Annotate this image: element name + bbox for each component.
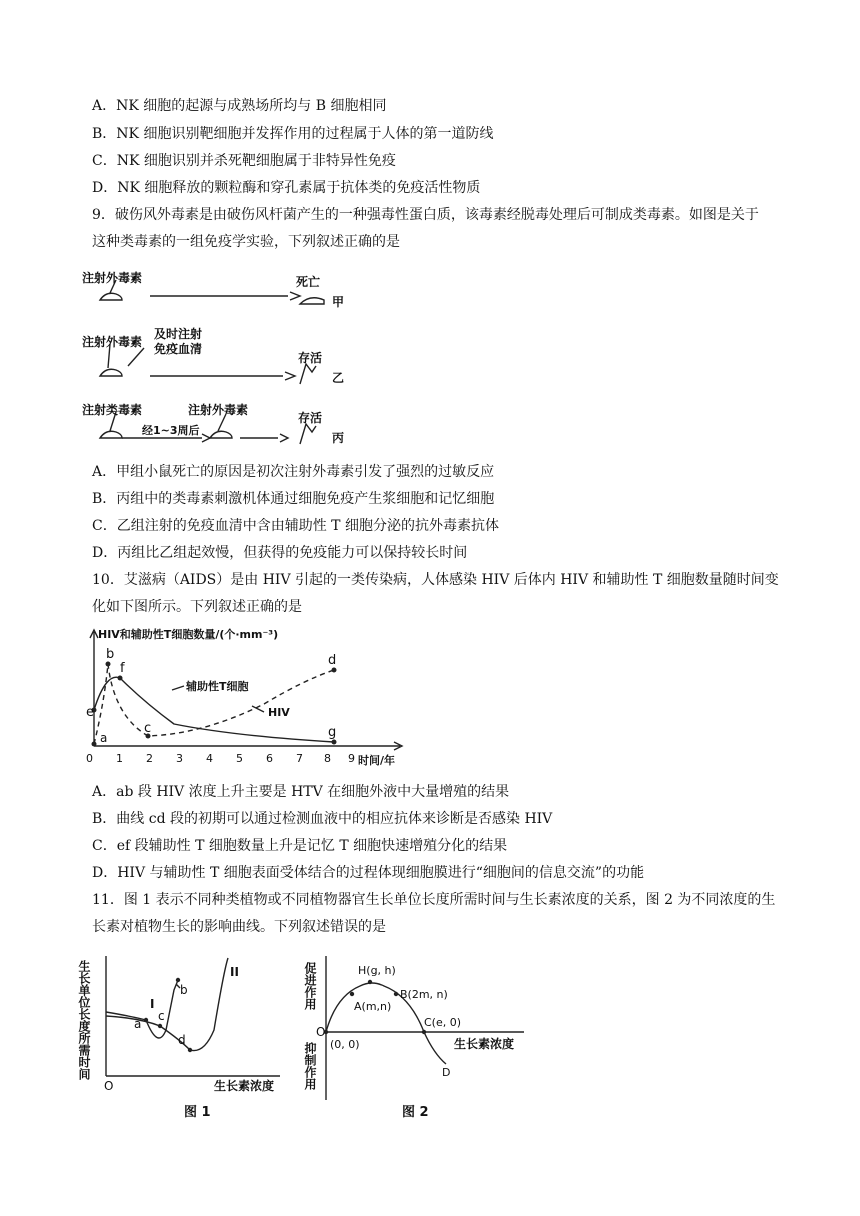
- mouse-icon: [210, 431, 232, 438]
- q10-option-b: B．曲线 cd 段的初期可以通过检测血液中的相应抗体来诊断是否感染 HIV: [92, 811, 553, 827]
- row1-result: 死亡: [296, 275, 321, 289]
- fig2-point-c: C(e, 0): [424, 1016, 462, 1029]
- row1-group: 甲: [332, 295, 345, 309]
- xtick: 5: [236, 752, 243, 765]
- fig2-y-label-bottom: 抑制作用: [303, 1042, 317, 1090]
- fig2-point-d: D: [442, 1066, 451, 1079]
- fig1-point-b: b: [180, 983, 188, 997]
- point-d: d: [328, 653, 337, 668]
- row3-label: 注射类毒素: [82, 403, 143, 417]
- q9-experiment-figure: [78, 266, 368, 452]
- q8-option-b: B．NK 细胞识别靶细胞并发挥作用的过程属于人体的第一道防线: [92, 126, 494, 142]
- fig1-point-d: d: [178, 1033, 186, 1047]
- origin-label: 0: [86, 752, 93, 765]
- q8-option-c: C．NK 细胞识别并杀死靶细胞属于非特异性免疫: [92, 153, 396, 169]
- xtick: 7: [296, 752, 303, 765]
- hiv-curve: [94, 664, 337, 744]
- mouse-icon: [100, 431, 122, 438]
- tcell-label: 辅助性T细胞: [186, 680, 249, 693]
- fig1-point-c: c: [158, 1009, 165, 1023]
- q9-option-d: D．丙组比乙组起效慢，但获得的免疫能力可以保持较长时间: [92, 545, 468, 561]
- curve-1: [106, 980, 178, 1038]
- q9-option-c: C．乙组注射的免疫血清中含由辅助性 T 细胞分泌的抗外毒素抗体: [92, 518, 499, 534]
- q11-figure-2: [300, 950, 540, 1122]
- point-c: c: [144, 721, 152, 736]
- row2-label2a: 及时注射: [154, 327, 203, 341]
- fig1-origin: O: [104, 1079, 114, 1093]
- fig1-y-label: 生长单位长度所需时间: [77, 960, 91, 1080]
- fig1-curve2-label: II: [230, 965, 239, 979]
- xtick: 9: [348, 752, 355, 765]
- mouse-icon: [100, 369, 122, 376]
- q9-stem-line2: 这种类毒素的一组免疫学实验，下列叙述正确的是: [92, 234, 400, 250]
- q11-stem-line1: 11．图 1 表示不同种类植物或不同植物器官生长单位长度所需时间与生长素浓度的关系，图 2 为不同浓度的生: [92, 892, 776, 908]
- alive-mouse-icon: [300, 424, 316, 444]
- alive-mouse-icon: [300, 364, 316, 384]
- point-a: a: [100, 731, 108, 745]
- fig2-origin: O: [316, 1025, 326, 1039]
- row3-group: 丙: [332, 431, 345, 445]
- row2-label2b: 免疫血清: [154, 342, 203, 356]
- point-b: b: [106, 647, 115, 662]
- q10-option-d: D．HIV 与辅助性 T 细胞表面受体结合的过程体现细胞膜进行“细胞间的信息交流”的功能: [92, 865, 645, 881]
- xtick: 6: [266, 752, 273, 765]
- xtick: 1: [116, 752, 123, 765]
- q11-stem-line2: 长素对植物生长的影响曲线。下列叙述错误的是: [92, 919, 386, 935]
- xtick: 4: [206, 752, 213, 765]
- fig2-x-label: 生长素浓度: [454, 1037, 515, 1051]
- fig2-origin-point: (0, 0): [330, 1038, 360, 1051]
- row2-group: 乙: [332, 371, 345, 385]
- point-e: e: [86, 705, 94, 720]
- dead-mouse-icon: [300, 298, 324, 304]
- fig1-x-label: 生长素浓度: [214, 1079, 275, 1093]
- fig2-caption: 图 2: [402, 1105, 429, 1120]
- row3-label2: 注射外毒素: [188, 403, 249, 417]
- q8-option-d: D．NK 细胞释放的颗粒酶和穿孔素属于抗体类的免疫活性物质: [92, 180, 481, 196]
- q9-option-a: A．甲组小鼠死亡的原因是初次注射外毒素引发了强烈的过敏反应: [92, 464, 495, 480]
- q9-stem-line1: 9．破伤风外毒素是由破伤风杆菌产生的一种强毒性蛋白质，该毒素经脱毒处理后可制成类毒素。如图是关于: [92, 207, 759, 223]
- xtick: 8: [324, 752, 331, 765]
- fig2-point-a: A(m,n): [354, 1000, 392, 1013]
- q11-figure-1: [77, 950, 295, 1122]
- q10-stem-line1: 10．艾滋病（AIDS）是由 HIV 引起的一类传染病，人体感染 HIV 后体内 HIV 和辅助性 T 细胞数量随时间变: [92, 572, 779, 588]
- curve-2: [106, 958, 228, 1051]
- fig1-caption: 图 1: [184, 1105, 211, 1120]
- fig1-point-a: a: [134, 1017, 142, 1031]
- row2-result: 存活: [298, 351, 323, 365]
- mouse-icon: [100, 293, 122, 300]
- fig2-y-label-top: 促进作用: [303, 962, 317, 1010]
- q8-option-a: A．NK 细胞的起源与成熟场所均与 B 细胞相同: [92, 98, 387, 114]
- fig2-point-h: H(g, h): [358, 964, 396, 977]
- fig2-point-b: B(2m, n): [400, 988, 448, 1001]
- point-g: g: [328, 725, 337, 740]
- xtick: 3: [176, 752, 183, 765]
- row3-result: 存活: [298, 411, 323, 425]
- q10-hiv-figure: [84, 624, 414, 772]
- xtick: 2: [146, 752, 153, 765]
- q10-option-a: A．ab 段 HIV 浓度上升主要是 HTV 在细胞外液中大量增殖的结果: [92, 784, 510, 800]
- q10-stem-line2: 化如下图所示。下列叙述正确的是: [92, 599, 302, 615]
- point-f: f: [120, 661, 125, 676]
- row3-interval: 经1~3周后: [142, 424, 200, 437]
- fig1-curve1-label: I: [150, 997, 155, 1011]
- q10-option-c: C．ef 段辅助性 T 细胞数量上升是记忆 T 细胞快速增殖分化的结果: [92, 838, 508, 854]
- y-axis-label: HIV和辅助性T细胞数量/(个·mm⁻³): [98, 628, 279, 641]
- q9-option-b: B．丙组中的类毒素刺激机体通过细胞免疫产生浆细胞和记忆细胞: [92, 491, 495, 507]
- hiv-label: HIV: [268, 706, 290, 719]
- x-axis-label: 时间/年: [358, 754, 396, 767]
- row2-label: 注射外毒素: [82, 335, 143, 349]
- row1-label: 注射外毒素: [82, 271, 143, 285]
